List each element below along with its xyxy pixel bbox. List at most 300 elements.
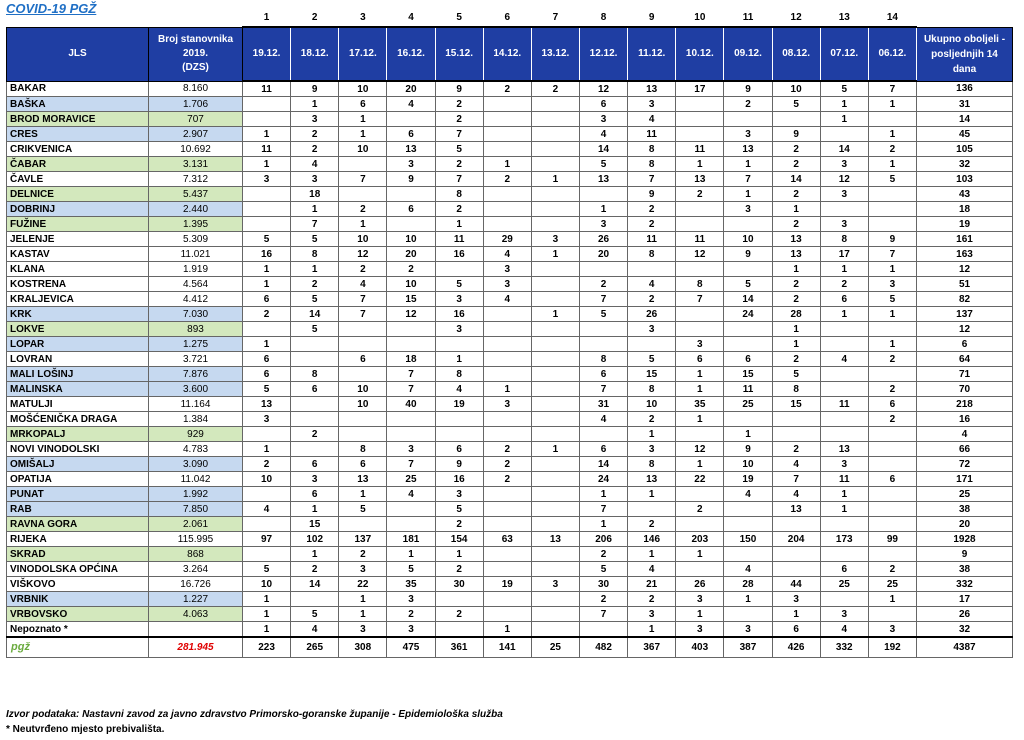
case-count: 3 bbox=[724, 127, 772, 142]
population-value: 4.783 bbox=[149, 442, 243, 457]
case-count: 1 bbox=[868, 97, 916, 112]
case-count: 12 bbox=[820, 172, 868, 187]
municipality-name: OPATIJA bbox=[7, 472, 149, 487]
case-count: 1 bbox=[435, 547, 483, 562]
case-count: 3 bbox=[676, 592, 724, 607]
footnote: * Neutvrđeno mjesto prebivališta. bbox=[6, 724, 165, 735]
day-number: 11 bbox=[742, 12, 754, 23]
population-value: 11.021 bbox=[149, 247, 243, 262]
case-count: 26 bbox=[579, 232, 627, 247]
case-count: 10 bbox=[339, 81, 387, 97]
day-number: 12 bbox=[790, 12, 802, 23]
header-date: 17.12. bbox=[339, 27, 387, 81]
case-count: 6 bbox=[820, 562, 868, 577]
case-count: 31 bbox=[579, 397, 627, 412]
case-count: 40 bbox=[387, 397, 435, 412]
day-number: 13 bbox=[838, 12, 850, 23]
case-count: 9 bbox=[724, 247, 772, 262]
municipality-name: LOPAR bbox=[7, 337, 149, 352]
total-cases: 12 bbox=[917, 262, 1013, 277]
case-count: 8 bbox=[291, 367, 339, 382]
case-count: 181 bbox=[387, 532, 435, 547]
case-count bbox=[628, 262, 676, 277]
case-count bbox=[291, 352, 339, 367]
case-count: 2 bbox=[291, 277, 339, 292]
case-count: 2 bbox=[579, 547, 627, 562]
case-count bbox=[772, 412, 820, 427]
case-count: 1 bbox=[291, 202, 339, 217]
case-count bbox=[243, 487, 291, 502]
case-count bbox=[483, 502, 531, 517]
case-count: 1 bbox=[628, 487, 676, 502]
header-population-line2: 2019. bbox=[182, 48, 209, 59]
case-count: 22 bbox=[676, 472, 724, 487]
case-count: 4 bbox=[772, 487, 820, 502]
total-cases: 1928 bbox=[917, 532, 1013, 547]
case-count: 2 bbox=[243, 457, 291, 472]
case-count bbox=[531, 517, 579, 532]
population-value: 707 bbox=[149, 112, 243, 127]
case-count bbox=[483, 607, 531, 622]
case-count: 1 bbox=[820, 307, 868, 322]
case-count bbox=[435, 337, 483, 352]
case-count: 10 bbox=[339, 142, 387, 157]
case-count: 1 bbox=[676, 547, 724, 562]
case-count: 4 bbox=[772, 457, 820, 472]
case-count: 17 bbox=[820, 247, 868, 262]
case-count: 3 bbox=[291, 172, 339, 187]
case-count bbox=[483, 202, 531, 217]
total-cases: 66 bbox=[917, 442, 1013, 457]
case-count bbox=[868, 427, 916, 442]
case-count: 6 bbox=[868, 397, 916, 412]
total-cases: 43 bbox=[917, 187, 1013, 202]
case-count: 1 bbox=[676, 367, 724, 382]
case-count: 5 bbox=[772, 367, 820, 382]
case-count: 10 bbox=[724, 232, 772, 247]
table-row bbox=[7, 232, 1013, 247]
case-count: 1 bbox=[291, 262, 339, 277]
case-count: 3 bbox=[291, 112, 339, 127]
municipality-name: KLANA bbox=[7, 262, 149, 277]
case-count bbox=[243, 97, 291, 112]
case-count: 5 bbox=[820, 81, 868, 97]
case-count: 5 bbox=[291, 292, 339, 307]
population-value: 868 bbox=[149, 547, 243, 562]
header-date: 07.12. bbox=[820, 27, 868, 81]
case-count: 2 bbox=[339, 547, 387, 562]
total-cases: 72 bbox=[917, 457, 1013, 472]
case-count: 5 bbox=[435, 142, 483, 157]
population-value: 115.995 bbox=[149, 532, 243, 547]
day-number: 6 bbox=[504, 12, 511, 23]
total-cases: 82 bbox=[917, 292, 1013, 307]
case-count bbox=[387, 217, 435, 232]
case-count: 1 bbox=[339, 592, 387, 607]
case-count: 5 bbox=[387, 562, 435, 577]
total-cases: 105 bbox=[917, 142, 1013, 157]
case-count bbox=[820, 382, 868, 397]
municipality-name: PUNAT bbox=[7, 487, 149, 502]
municipality-name: CRES bbox=[7, 127, 149, 142]
case-count: 1 bbox=[339, 127, 387, 142]
case-count bbox=[483, 217, 531, 232]
case-count bbox=[531, 157, 579, 172]
case-count: 1 bbox=[579, 487, 627, 502]
case-count: 3 bbox=[339, 562, 387, 577]
population-value: 3.721 bbox=[149, 352, 243, 367]
population-value: 2.061 bbox=[149, 517, 243, 532]
case-count: 6 bbox=[579, 442, 627, 457]
sum-label: pgž bbox=[7, 637, 149, 658]
case-count bbox=[483, 187, 531, 202]
case-count: 2 bbox=[628, 592, 676, 607]
case-count: 3 bbox=[243, 172, 291, 187]
header-date: 13.12. bbox=[531, 27, 579, 81]
case-count: 6 bbox=[291, 457, 339, 472]
case-count: 1 bbox=[291, 97, 339, 112]
case-count: 13 bbox=[724, 142, 772, 157]
case-count: 1 bbox=[676, 607, 724, 622]
case-count: 1 bbox=[531, 172, 579, 187]
case-count: 1 bbox=[868, 127, 916, 142]
case-count: 3 bbox=[483, 277, 531, 292]
case-count bbox=[820, 517, 868, 532]
case-count bbox=[387, 517, 435, 532]
case-count: 1 bbox=[291, 547, 339, 562]
case-count: 1 bbox=[531, 307, 579, 322]
case-count: 6 bbox=[339, 457, 387, 472]
case-count bbox=[772, 517, 820, 532]
case-count: 2 bbox=[387, 607, 435, 622]
population-value: 7.850 bbox=[149, 502, 243, 517]
case-count: 8 bbox=[435, 187, 483, 202]
case-count: 3 bbox=[628, 607, 676, 622]
municipality-name: RAVNA GORA bbox=[7, 517, 149, 532]
case-count: 22 bbox=[339, 577, 387, 592]
population-value: 4.063 bbox=[149, 607, 243, 622]
day-number: 14 bbox=[886, 12, 898, 23]
case-count bbox=[724, 502, 772, 517]
header-population-line3: (DZS) bbox=[182, 62, 209, 73]
case-count: 19 bbox=[724, 472, 772, 487]
case-count: 1 bbox=[868, 592, 916, 607]
case-count: 11 bbox=[676, 142, 724, 157]
case-count bbox=[868, 187, 916, 202]
case-count: 3 bbox=[483, 262, 531, 277]
case-count: 1 bbox=[531, 442, 579, 457]
case-count: 3 bbox=[820, 187, 868, 202]
case-count: 10 bbox=[339, 397, 387, 412]
day-number: 4 bbox=[408, 12, 414, 23]
case-count: 2 bbox=[868, 142, 916, 157]
header-date: 11.12. bbox=[628, 27, 676, 81]
case-count: 1 bbox=[483, 622, 531, 638]
case-count: 4 bbox=[628, 562, 676, 577]
case-count bbox=[772, 427, 820, 442]
case-count: 9 bbox=[724, 442, 772, 457]
case-count bbox=[579, 337, 627, 352]
case-count bbox=[483, 547, 531, 562]
case-count: 6 bbox=[724, 352, 772, 367]
municipality-name: JELENJE bbox=[7, 232, 149, 247]
total-cases: 12 bbox=[917, 322, 1013, 337]
case-count: 3 bbox=[387, 442, 435, 457]
case-count bbox=[387, 322, 435, 337]
case-count bbox=[868, 607, 916, 622]
case-count: 1 bbox=[291, 502, 339, 517]
case-count: 18 bbox=[387, 352, 435, 367]
population-value: 1.706 bbox=[149, 97, 243, 112]
case-count: 1 bbox=[243, 592, 291, 607]
table-row bbox=[7, 202, 1013, 217]
case-count: 6 bbox=[579, 97, 627, 112]
case-count: 7 bbox=[339, 292, 387, 307]
sum-case-count: 192 bbox=[868, 637, 916, 658]
case-count: 4 bbox=[435, 382, 483, 397]
case-count: 16 bbox=[243, 247, 291, 262]
case-count bbox=[531, 427, 579, 442]
table-row bbox=[7, 157, 1013, 172]
case-count: 13 bbox=[628, 472, 676, 487]
case-count: 2 bbox=[628, 412, 676, 427]
case-count bbox=[628, 502, 676, 517]
case-count bbox=[531, 472, 579, 487]
case-count bbox=[724, 412, 772, 427]
case-count: 6 bbox=[243, 292, 291, 307]
table-row bbox=[7, 517, 1013, 532]
population-value: 1.275 bbox=[149, 337, 243, 352]
case-count: 1 bbox=[772, 607, 820, 622]
case-count bbox=[724, 217, 772, 232]
population-value: 1.919 bbox=[149, 262, 243, 277]
case-count: 10 bbox=[724, 457, 772, 472]
case-count: 2 bbox=[772, 217, 820, 232]
case-count: 2 bbox=[724, 97, 772, 112]
case-count bbox=[531, 292, 579, 307]
case-count: 5 bbox=[579, 562, 627, 577]
case-count bbox=[628, 337, 676, 352]
case-count: 4 bbox=[483, 292, 531, 307]
header-population-line1: Broj stanovnika bbox=[157, 34, 234, 45]
population-value: 5.309 bbox=[149, 232, 243, 247]
total-cases: 51 bbox=[917, 277, 1013, 292]
case-count: 1 bbox=[676, 382, 724, 397]
case-count bbox=[531, 397, 579, 412]
case-count: 14 bbox=[820, 142, 868, 157]
case-count: 3 bbox=[435, 292, 483, 307]
case-count: 7 bbox=[291, 217, 339, 232]
population-value: 7.030 bbox=[149, 307, 243, 322]
case-count bbox=[243, 517, 291, 532]
case-count: 2 bbox=[868, 352, 916, 367]
case-count bbox=[820, 412, 868, 427]
case-count: 3 bbox=[820, 217, 868, 232]
header-date: 15.12. bbox=[435, 27, 483, 81]
municipality-name: BROD MORAVICE bbox=[7, 112, 149, 127]
case-count: 4 bbox=[243, 502, 291, 517]
case-count bbox=[243, 187, 291, 202]
case-count: 5 bbox=[628, 352, 676, 367]
case-count: 1 bbox=[435, 352, 483, 367]
case-count: 1 bbox=[483, 382, 531, 397]
case-count bbox=[531, 202, 579, 217]
case-count: 6 bbox=[291, 382, 339, 397]
total-cases: 32 bbox=[917, 622, 1013, 638]
case-count: 13 bbox=[387, 142, 435, 157]
case-count: 9 bbox=[435, 457, 483, 472]
municipality-name: DELNICE bbox=[7, 187, 149, 202]
case-count: 12 bbox=[339, 247, 387, 262]
case-count bbox=[483, 592, 531, 607]
case-count: 4 bbox=[724, 487, 772, 502]
case-count: 1 bbox=[579, 517, 627, 532]
case-count: 3 bbox=[820, 457, 868, 472]
case-count: 11 bbox=[676, 232, 724, 247]
case-count: 10 bbox=[243, 577, 291, 592]
total-cases: 26 bbox=[917, 607, 1013, 622]
case-count: 13 bbox=[628, 81, 676, 97]
table-row bbox=[7, 622, 1013, 638]
case-count: 10 bbox=[339, 382, 387, 397]
case-count bbox=[579, 187, 627, 202]
total-cases: 137 bbox=[917, 307, 1013, 322]
case-count bbox=[820, 367, 868, 382]
case-count: 10 bbox=[387, 232, 435, 247]
case-count: 2 bbox=[772, 352, 820, 367]
case-count bbox=[435, 412, 483, 427]
population-value: 1.384 bbox=[149, 412, 243, 427]
case-count bbox=[820, 127, 868, 142]
table-row bbox=[7, 427, 1013, 442]
case-count: 2 bbox=[628, 292, 676, 307]
case-count: 5 bbox=[291, 607, 339, 622]
case-count bbox=[291, 442, 339, 457]
case-count bbox=[579, 622, 627, 638]
table-row bbox=[7, 142, 1013, 157]
table-row bbox=[7, 292, 1013, 307]
case-count: 1 bbox=[820, 112, 868, 127]
case-count: 24 bbox=[579, 472, 627, 487]
population-value: 3.600 bbox=[149, 382, 243, 397]
case-count: 13 bbox=[820, 442, 868, 457]
case-count: 13 bbox=[579, 172, 627, 187]
case-count: 8 bbox=[628, 382, 676, 397]
case-count: 2 bbox=[772, 187, 820, 202]
header-population bbox=[149, 27, 243, 81]
case-count: 12 bbox=[579, 81, 627, 97]
case-count: 5 bbox=[243, 232, 291, 247]
case-count: 2 bbox=[435, 202, 483, 217]
case-count bbox=[676, 127, 724, 142]
case-count: 1 bbox=[868, 262, 916, 277]
case-count: 8 bbox=[676, 277, 724, 292]
case-count bbox=[483, 97, 531, 112]
header-date: 18.12. bbox=[291, 27, 339, 81]
case-count: 7 bbox=[579, 502, 627, 517]
case-count: 15 bbox=[628, 367, 676, 382]
case-count: 2 bbox=[483, 457, 531, 472]
table-row bbox=[7, 382, 1013, 397]
case-count bbox=[868, 367, 916, 382]
case-count: 1 bbox=[579, 202, 627, 217]
case-count: 7 bbox=[868, 247, 916, 262]
case-count: 6 bbox=[820, 292, 868, 307]
case-count: 1 bbox=[772, 202, 820, 217]
case-count bbox=[868, 442, 916, 457]
total-cases: 71 bbox=[917, 367, 1013, 382]
case-count bbox=[820, 592, 868, 607]
population-value: 3.131 bbox=[149, 157, 243, 172]
case-count bbox=[724, 337, 772, 352]
case-count: 3 bbox=[483, 397, 531, 412]
total-cases: 25 bbox=[917, 487, 1013, 502]
case-count bbox=[483, 142, 531, 157]
sum-case-count: 367 bbox=[628, 637, 676, 658]
case-count: 1 bbox=[724, 157, 772, 172]
municipality-name: MALINSKA bbox=[7, 382, 149, 397]
case-count bbox=[339, 367, 387, 382]
case-count: 13 bbox=[531, 532, 579, 547]
table-row bbox=[7, 187, 1013, 202]
case-count: 1 bbox=[243, 262, 291, 277]
table-row bbox=[7, 562, 1013, 577]
case-count bbox=[483, 367, 531, 382]
case-count: 1 bbox=[339, 487, 387, 502]
case-count: 2 bbox=[291, 427, 339, 442]
total-cases: 32 bbox=[917, 157, 1013, 172]
case-count bbox=[243, 217, 291, 232]
header-date: 16.12. bbox=[387, 27, 435, 81]
case-count: 3 bbox=[435, 322, 483, 337]
case-count: 2 bbox=[628, 202, 676, 217]
case-count: 3 bbox=[676, 337, 724, 352]
population-value: 4.412 bbox=[149, 292, 243, 307]
population-value: 893 bbox=[149, 322, 243, 337]
case-count: 6 bbox=[339, 97, 387, 112]
day-number: 2 bbox=[311, 12, 318, 23]
total-cases: 103 bbox=[917, 172, 1013, 187]
case-count: 1 bbox=[676, 457, 724, 472]
day-number: 5 bbox=[456, 12, 462, 23]
case-count bbox=[531, 262, 579, 277]
case-count bbox=[387, 412, 435, 427]
case-count: 2 bbox=[435, 97, 483, 112]
case-count bbox=[531, 562, 579, 577]
case-count: 2 bbox=[772, 277, 820, 292]
case-count: 10 bbox=[772, 81, 820, 97]
sum-case-count: 426 bbox=[772, 637, 820, 658]
case-count: 30 bbox=[579, 577, 627, 592]
case-count bbox=[291, 397, 339, 412]
case-count: 20 bbox=[579, 247, 627, 262]
case-count: 16 bbox=[435, 472, 483, 487]
case-count: 1 bbox=[243, 337, 291, 352]
case-count: 15 bbox=[387, 292, 435, 307]
case-count: 5 bbox=[243, 382, 291, 397]
case-count bbox=[483, 337, 531, 352]
case-count bbox=[868, 502, 916, 517]
table-row bbox=[7, 97, 1013, 112]
population-value: 7.876 bbox=[149, 367, 243, 382]
table-row bbox=[7, 322, 1013, 337]
case-count: 3 bbox=[387, 157, 435, 172]
case-count bbox=[724, 262, 772, 277]
case-count: 8 bbox=[579, 352, 627, 367]
case-count: 14 bbox=[579, 457, 627, 472]
case-count: 3 bbox=[291, 472, 339, 487]
case-count bbox=[579, 427, 627, 442]
